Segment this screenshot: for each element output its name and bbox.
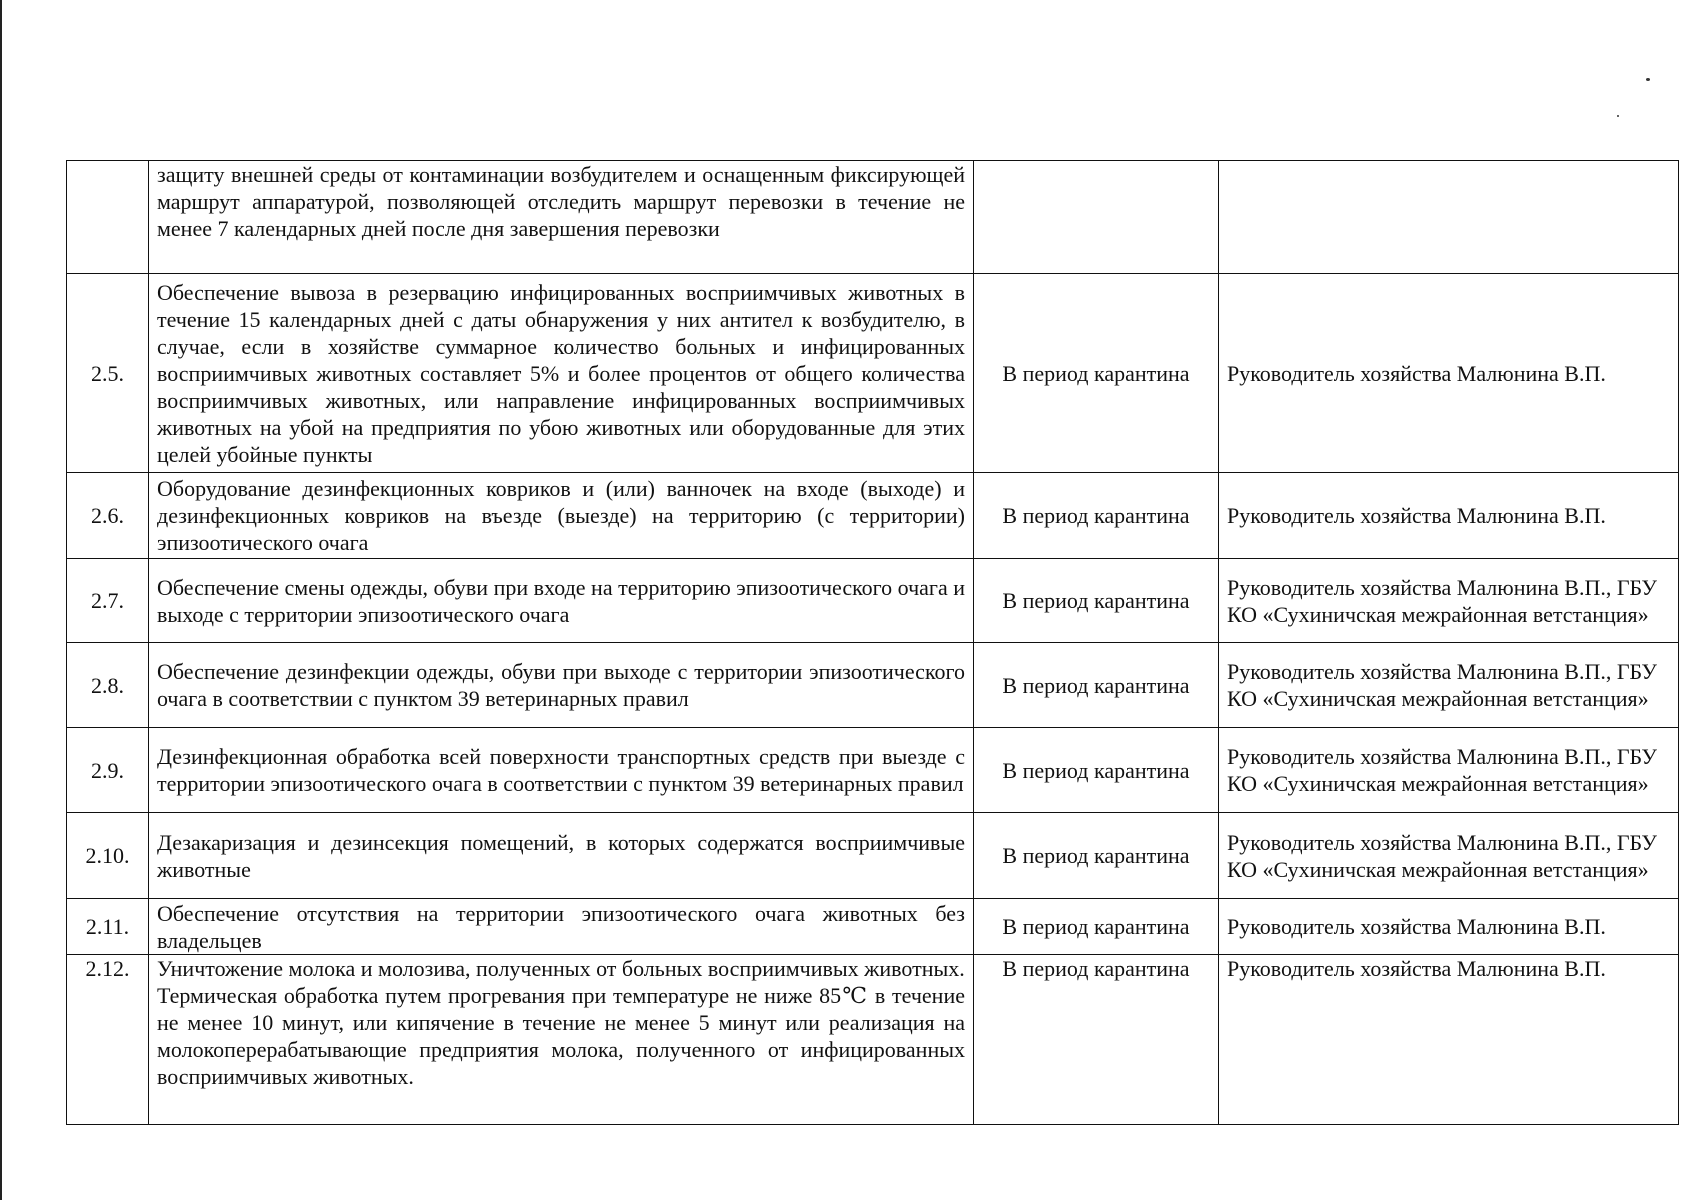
action-cell [149, 643, 974, 728]
table-row [67, 813, 1679, 899]
deadline-cell [974, 161, 1219, 274]
table-row [67, 473, 1679, 559]
responsible-cell: Руководитель хозяйства Малюнина В.П., ГБУ КО «Сухиничская межрайонная ветстанция» [1219, 728, 1679, 813]
responsible-cell [1219, 161, 1679, 274]
action-text: Обеспечение дезинфекции одежды, обуви при выходе с территории эпизоотического очага в соответствии с пунктом 39 ветеринарных правил [157, 659, 965, 711]
row-number: 2.11. [67, 899, 149, 955]
action-cell [149, 899, 974, 955]
action-text: Термическая обработка путем прогревания при температуре не ниже 85℃ в течение не менее 10 минут, или кипячение в течение не менее 5 минут или реализация на молокоперерабатывающие предприятия молока, полученного от инфицированных восприимчивых животных. [157, 983, 965, 1089]
row-number: 2.10. [67, 813, 149, 899]
responsible-cell: Руководитель хозяйства Малюнина В.П., ГБУ КО «Сухиничская межрайонная ветстанция» [1219, 813, 1679, 899]
row-number: 2.8. [67, 643, 149, 728]
table-row [67, 955, 1679, 1125]
table-row [67, 161, 1679, 274]
deadline-cell: В период карантина [974, 813, 1219, 899]
action-text: Дезакаризация и дезинсекция помещений, в которых содержатся восприимчивые животные [157, 829, 965, 882]
action-text: Дезинфекционная обработка всей поверхности транспортных средств при выезде с территории эпизоотического очага в соответствии с пунктом 39 ветеринарных правил [157, 744, 965, 796]
deadline-cell: В период карантина [974, 899, 1219, 955]
deadline-cell: В период карантина [974, 473, 1219, 559]
action-cell [149, 161, 974, 274]
row-number: 2.6. [67, 473, 149, 559]
page-edge-line [0, 0, 2, 1200]
deadline-cell: В период карантина [974, 728, 1219, 813]
action-cell [149, 813, 974, 899]
responsible-cell: Руководитель хозяйства Малюнина В.П., ГБУ КО «Сухиничская межрайонная ветстанция» [1219, 643, 1679, 728]
scan-mark [1646, 78, 1650, 81]
row-number: 2.12. [67, 955, 149, 1125]
row-number: 2.9. [67, 728, 149, 813]
action-cell [149, 559, 974, 643]
row-number: 2.5. [67, 274, 149, 473]
deadline-cell: В период карантина [974, 955, 1219, 1125]
scan-mark [1617, 115, 1619, 117]
action-text: Обеспечение вывоза в резервацию инфицированных восприимчивых животных в течение 15 календарных дней с даты обнаружения у них антител к возбудителю, в случае, если в хозяйстве суммарное количество больных и инфицированных восприимчивых животных составляет 5% и более процентов от общего количества восприимчивых животных, или направление инфицированных восприимчивых животных на убой на предприятия по убою животных или оборудованные для этих целей убойные пункты [157, 279, 965, 467]
deadline-cell: В период карантина [974, 274, 1219, 473]
responsible-cell: Руководитель хозяйства Малюнина В.П., ГБУ КО «Сухиничская межрайонная ветстанция» [1219, 559, 1679, 643]
responsible-cell: Руководитель хозяйства Малюнина В.П. [1219, 274, 1679, 473]
row-number [67, 161, 149, 274]
table-row [67, 274, 1679, 473]
action-text: Оборудование дезинфекционных ковриков и (или) ванночек на входе (выходе) и дезинфекционных ковриков на въезде (выезде) на территорию (с территории) эпизоотического очага [157, 476, 965, 555]
action-cell [149, 274, 974, 473]
action-text: Обеспечение отсутствия на территории эпизоотического очага животных без владельцев [157, 900, 965, 953]
action-cell [149, 473, 974, 559]
action-cell [149, 955, 974, 1125]
responsible-cell: Руководитель хозяйства Малюнина В.П. [1219, 899, 1679, 955]
responsible-cell: Руководитель хозяйства Малюнина В.П. [1219, 955, 1679, 1125]
table-row [67, 559, 1679, 643]
deadline-cell: В период карантина [974, 643, 1219, 728]
table-row [67, 899, 1679, 955]
deadline-cell: В период карантина [974, 559, 1219, 643]
table-row [67, 728, 1679, 813]
action-text: защиту внешней среды от контаминации возбудителем и оснащенным фиксирующей маршрут аппаратурой, позволяющей отследить маршрут перевозки в течение не менее 7 календарных дней после дня завершения перевозки [157, 162, 965, 241]
row-number: 2.7. [67, 559, 149, 643]
action-cell [149, 728, 974, 813]
quarantine-measures-table [66, 160, 1679, 1125]
table-row [67, 643, 1679, 728]
action-text: Уничтожение молока и молозива, полученных от больных восприимчивых животных. [157, 956, 965, 981]
action-text: Обеспечение смены одежды, обуви при входе на территорию эпизоотического очага и выходе с территории эпизоотического очага [157, 574, 965, 627]
responsible-cell: Руководитель хозяйства Малюнина В.П. [1219, 473, 1679, 559]
